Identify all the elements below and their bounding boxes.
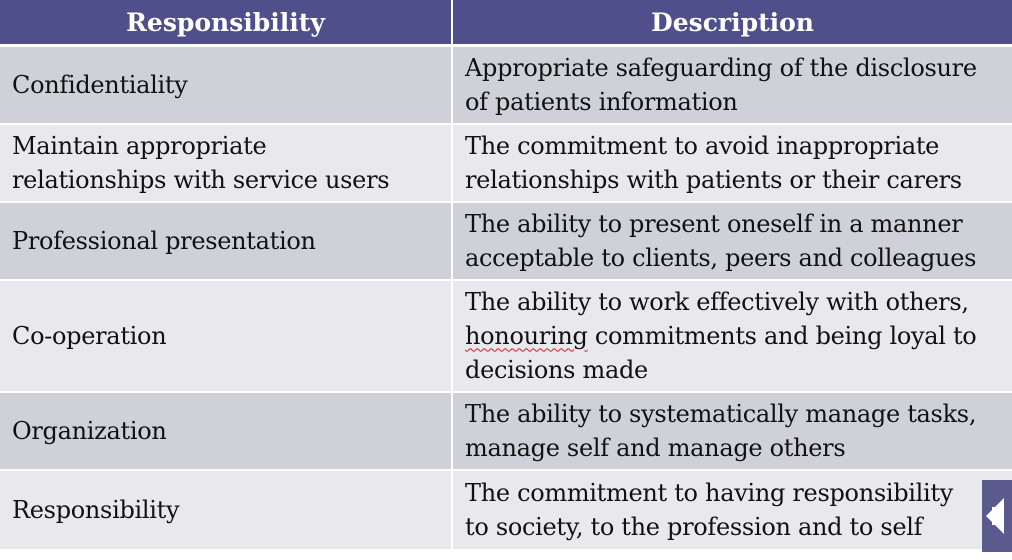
description-line: relationships with patients or their carers (465, 165, 962, 194)
description-cell (452, 202, 1012, 280)
description-line: of patients information (465, 87, 738, 116)
description-line: The commitment to having responsibility (465, 478, 954, 507)
description-cell (452, 392, 1012, 470)
table-row (0, 46, 1012, 124)
responsibility-cell (0, 124, 452, 202)
description-cell (452, 124, 1012, 202)
description-cell (452, 280, 1012, 392)
speaker-icon[interactable] (982, 480, 1012, 552)
responsibility-cell: Responsibility (0, 470, 452, 550)
responsibility-cell: Confidentiality (0, 46, 452, 124)
header-responsibility: Responsibility (0, 0, 452, 46)
description-line: The ability to work effectively with others, (465, 287, 969, 316)
spellcheck-word: honouring (465, 321, 588, 350)
table-row (0, 392, 1012, 470)
description-line: The commitment to avoid inappropriate (465, 131, 940, 160)
table-row (0, 280, 1012, 392)
header-description: Description (452, 0, 1012, 46)
responsibility-line: Maintain appropriate (12, 131, 267, 160)
responsibility-cell: Co-operation (0, 280, 452, 392)
description-line: acceptable to clients, peers and colleagues (465, 243, 977, 272)
description-cell (452, 46, 1012, 124)
table-header-row (0, 0, 1012, 46)
responsibility-line: relationships with service users (12, 165, 390, 194)
speaker-cone (986, 498, 1004, 534)
responsibility-cell: Professional presentation (0, 202, 452, 280)
description-line: The ability to present oneself in a manner (465, 209, 963, 238)
table-row (0, 124, 1012, 202)
description-line: commitments and being loyal to (587, 321, 977, 350)
description-line: Appropriate safeguarding of the disclosure (465, 53, 977, 82)
description-line: manage self and manage others (465, 433, 846, 462)
description-line: The ability to systematically manage tasks, (465, 399, 977, 428)
responsibility-cell: Organization (0, 392, 452, 470)
description-line: to society, to the profession and to self (465, 512, 923, 541)
description-cell (452, 470, 1012, 550)
description-line: decisions made (465, 355, 648, 384)
table-row (0, 202, 1012, 280)
table-row (0, 470, 1012, 550)
